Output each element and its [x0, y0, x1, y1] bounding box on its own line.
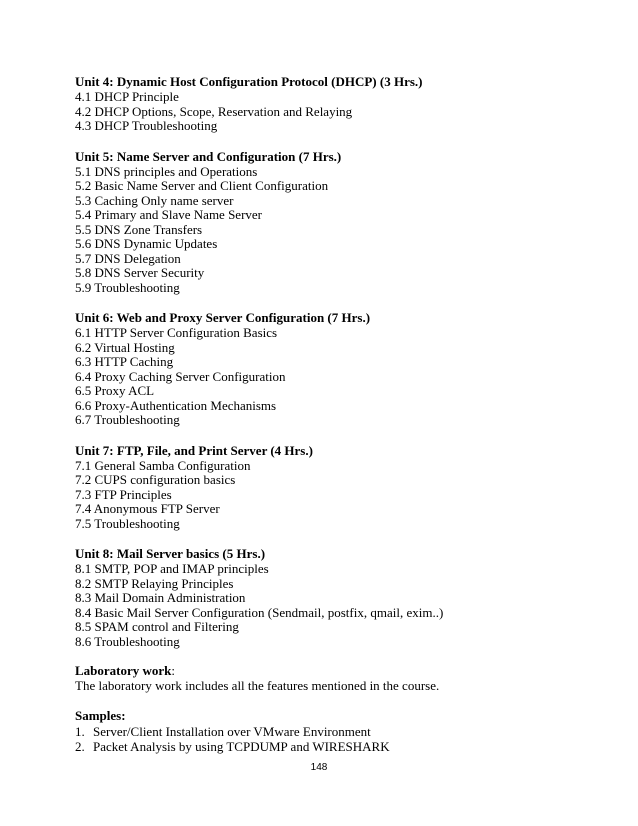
topic-item: 5.2 Basic Name Server and Client Configuration — [75, 178, 329, 193]
unit-heading: Unit 6: Web and Proxy Server Configuration (7 Hrs.) — [75, 310, 371, 325]
laboratory-description: The laboratory work includes all the features mentioned in the course. — [75, 678, 440, 693]
topic-item: 4.2 DHCP Options, Scope, Reservation and Relaying — [75, 103, 353, 119]
topic-item: 7.2 CUPS configuration basics — [75, 472, 236, 487]
topic-item: 7.3 FTP Principles — [75, 486, 172, 502]
topic-item: 4.1 DHCP Principle — [75, 89, 179, 104]
topic-item: 5.9 Troubleshooting — [75, 279, 180, 295]
topic-item: 7.5 Troubleshooting — [75, 515, 180, 531]
unit-8-section — [75, 545, 595, 649]
topic-item: 5.5 DNS Zone Transfers — [75, 221, 203, 237]
topic-item: 4.3 DHCP Troubleshooting — [75, 118, 218, 133]
topic-item: 5.6 DNS Dynamic Updates — [75, 236, 218, 251]
unit-heading: Unit 4: Dynamic Host Configuration Protocol (DHCP) (3 Hrs.) — [75, 74, 423, 89]
topic-item: 5.3 Caching Only name server — [75, 192, 234, 208]
topic-item: 8.4 Basic Mail Server Configuration (Sendmail, postfix, qmail, exim..) — [75, 604, 444, 620]
topic-item: 5.1 DNS principles and Operations — [75, 163, 258, 179]
page-number: 148 — [310, 762, 328, 773]
laboratory-colon: : — [171, 663, 176, 678]
topic-item: 6.6 Proxy-Authentication Mechanisms — [75, 397, 277, 413]
topic-item: 5.7 DNS Delegation — [75, 250, 181, 266]
topic-item: 6.3 HTTP Caching — [75, 354, 174, 369]
topic-item: 6.2 Virtual Hosting — [75, 339, 175, 355]
syllabus-content — [75, 73, 595, 768]
topic-item: 6.7 Troubleshooting — [75, 412, 180, 427]
sample-item — [75, 724, 595, 739]
samples-section — [75, 707, 595, 754]
unit-heading: Unit 8: Mail Server basics (5 Hrs.) — [75, 546, 266, 561]
topic-item: 6.4 Proxy Caching Server Configuration — [75, 368, 286, 384]
sample-number: 2. — [75, 739, 85, 754]
topic-item: 5.4 Primary and Slave Name Server — [75, 207, 263, 222]
samples-heading: Samples: — [75, 708, 126, 723]
laboratory-heading: Laboratory work — [75, 663, 172, 678]
laboratory-heading-line — [75, 663, 595, 678]
unit-6-section — [75, 309, 595, 428]
sample-number: 1. — [75, 724, 85, 739]
topic-item: 8.6 Troubleshooting — [75, 633, 180, 649]
topic-item: 5.8 DNS Server Security — [75, 265, 205, 280]
topic-item: 7.1 General Samba Configuration — [75, 457, 251, 473]
unit-heading: Unit 5: Name Server and Configuration (7 Hrs.) — [75, 148, 342, 164]
sample-text: Server/Client Installation over VMware Environment — [93, 724, 371, 739]
topic-item: 8.3 Mail Domain Administration — [75, 590, 246, 605]
laboratory-section — [75, 663, 595, 693]
topic-item: 7.4 Anonymous FTP Server — [75, 501, 220, 516]
sample-item — [75, 739, 595, 754]
unit-heading: Unit 7: FTP, File, and Print Server (4 Hrs.) — [75, 442, 313, 458]
sample-text: Packet Analysis by using TCPDUMP and WIRESHARK — [93, 739, 390, 754]
unit-4-section — [75, 73, 595, 134]
topic-item: 6.1 HTTP Server Configuration Basics — [75, 325, 278, 340]
unit-5-section — [75, 148, 595, 296]
topic-item: 8.2 SMTP Relaying Principles — [75, 575, 234, 591]
topic-item: 8.5 SPAM control and Filtering — [75, 619, 239, 634]
unit-7-section — [75, 442, 595, 532]
topic-item: 6.5 Proxy ACL — [75, 383, 155, 398]
topic-item: 8.1 SMTP, POP and IMAP principles — [75, 561, 269, 576]
